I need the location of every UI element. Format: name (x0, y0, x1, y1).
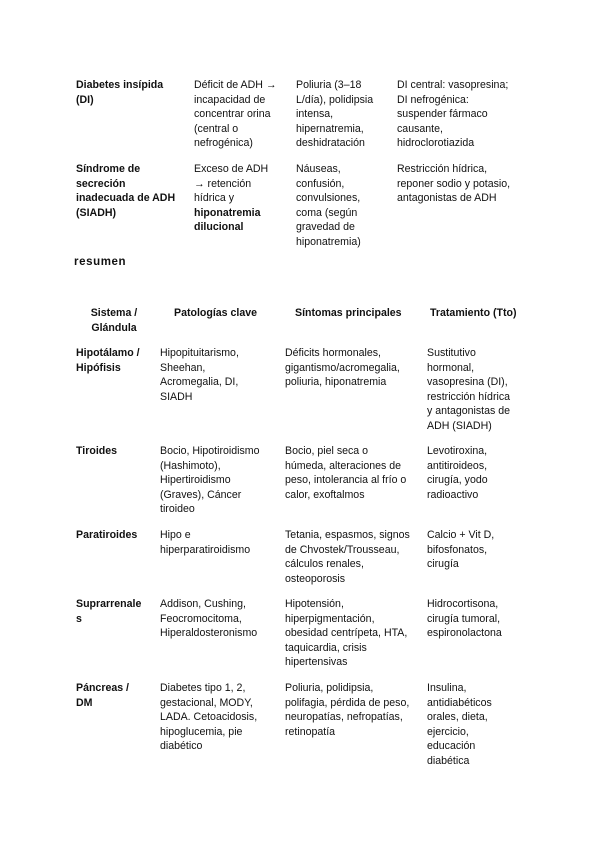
treatment-di: DI central: vasopresina; DI nefrogénica: suspender fármaco causante, hidroclorotiazida (397, 79, 509, 149)
system-tiroides: Tiroides (76, 445, 118, 457)
symptoms-suprarrenales: Hipotensión, hiperpigmentación, obesidad centrípeta, HTA, taquicardia, crisis hipertensivas (285, 598, 408, 668)
header-treatment: Tratamiento (Tto) (430, 307, 517, 319)
treatment-hipotalamo: Sustitutivo hormonal, vasopresina (DI), restricción hídrica y antagonistas de ADH (SIADH) (427, 347, 511, 432)
symptoms-paratiroides: Tetania, espasmos, signos de Chvostek/Trousseau, cálculos renales, osteoporosis (285, 529, 410, 585)
symptoms-pancreas: Poliuria, polidipsia, polifagia, pérdida de peso, neuropatías, nefropatías, retinopatía (285, 682, 410, 738)
pathologies-paratiroides: Hipo e hiperparatiroidismo (160, 529, 251, 556)
pathologies-pancreas: Diabetes tipo 1, 2, gestacional, MODY, LADA. Cetoacidosis, hipoglucemia, pie diabético (160, 682, 258, 752)
symptoms-di: Poliuria (3–18 L/día), polidipsia intensa, hipernatremia, deshidratación (296, 79, 374, 149)
treatment-paratiroides: Calcio + Vit D, bifosfonatos, cirugía (427, 529, 495, 570)
cause-siadh-bold: hiponatremia dilucional (194, 206, 261, 233)
symptoms-hipotalamo: Déficits hormonales, gigantismo/acromegalia, poliuria, hiponatremia (285, 347, 400, 388)
symptoms-tiroides: Bocio, piel seca o húmeda, alteraciones de peso, intolerancia al frío o calor, exoftalmos (285, 445, 407, 501)
treatment-tiroides: Levotiroxina, antitiroideos, cirugía, yodo radioactivo (427, 445, 488, 501)
pathologies-tiroides: Bocio, Hipotiroidismo (Hashimoto), Hipertiroidismo (Graves), Cáncer tiroideo (160, 445, 260, 515)
condition-siadh: Síndrome de secreción inadecuada de ADH (SIADH) (76, 163, 176, 219)
pathologies-hipotalamo: Hipopituitarismo, Sheehan, Acromegalia, DI, SIADH (160, 347, 239, 403)
header-pathologies: Patologías clave (174, 307, 258, 319)
system-pancreas: Páncreas / DM (76, 682, 130, 709)
header-symptoms: Síntomas principales (295, 307, 402, 319)
condition-di: Diabetes insípida (DI) (76, 79, 164, 106)
symptoms-siadh: Náuseas, confusión, convulsiones, coma (según gravedad de hiponatremia) (296, 163, 361, 248)
system-hipotalamo: Hipotálamo / Hipófisis (76, 347, 140, 374)
system-paratiroides: Paratiroides (76, 529, 138, 541)
treatment-suprarrenales: Hidrocortisona, cirugía tumoral, espironolactona (427, 598, 502, 639)
cause-di: Déficit de ADH → incapacidad de concentrar orina (central o nefrogénica) (194, 79, 277, 149)
treatment-siadh: Restricción hídrica, reponer sodio y potasio, antagonistas de ADH (397, 163, 511, 204)
summary-heading: resumen (74, 256, 127, 268)
pathologies-suprarrenales: Addison, Cushing, Feocromocitoma, Hiperaldosteronismo (160, 598, 258, 639)
cause-siadh (194, 162, 268, 235)
system-suprarrenales: Suprarrenale s (76, 598, 142, 625)
cause-siadh-plain: Exceso de ADH → retención hídrica y (194, 163, 269, 204)
header-system: Sistema / Glándula (90, 307, 138, 334)
treatment-pancreas: Insulina, antidiabéticos orales, dieta, ejercicio, educación diabética (427, 682, 492, 767)
